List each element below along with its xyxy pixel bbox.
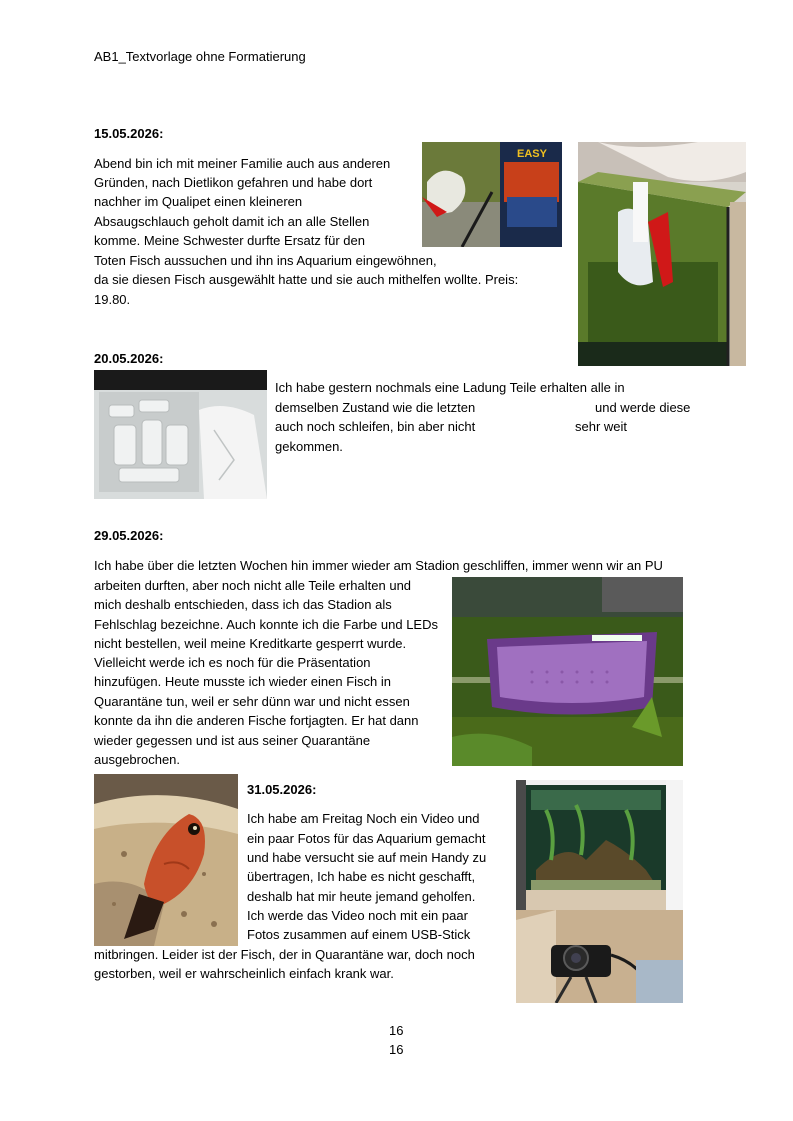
text-line: ausgebrochen. (94, 752, 181, 767)
text-line: komme. Meine Schwester durfte Ersatz für den (94, 233, 365, 248)
aquarium-supplies-photo (422, 142, 562, 247)
page-number: 16 (389, 1042, 404, 1057)
text-line: arbeiten durften, aber noch nicht alle Teile erhalten und (94, 578, 412, 593)
text-line: Abend bin ich mit meiner Familie auch aus anderen (94, 156, 391, 171)
text-line: Ich habe über die letzten Wochen hin immer wieder am Stadion geschliffen, immer wenn wir an PU (94, 558, 663, 573)
text-line: mich deshalb entschieden, dass ich das Stadion als (94, 597, 392, 612)
quarantine-basket-photo (452, 577, 683, 766)
text-line: nicht bestellen, weil meine Kreditkarte gesperrt wurde. (94, 636, 407, 651)
document-header: AB1_Textvorlage ohne Formatierung (94, 49, 306, 64)
text-line: Vielleicht werde ich es noch für die Präsentation (94, 655, 371, 670)
text-line: hinzufügen. Heute musste ich wieder einen Fisch in (94, 674, 391, 689)
text-line: nachher im Qualipet einen kleineren (94, 194, 303, 209)
text-line: gestorben, weil er wahrscheinlich einfach krank war. (94, 966, 394, 981)
entry-date: 29.05.2026: (94, 528, 164, 543)
text-line: gekommen. (275, 439, 343, 454)
text-line: Ich werde das Video noch mit ein paar (247, 908, 468, 923)
text-line: und werde diese (595, 400, 691, 415)
text-line: Absaugschlauch geholt damit ich an alle Stellen (94, 214, 370, 229)
text-line: auch noch schleifen, bin aber nicht (275, 419, 476, 434)
text-line: konnte da ihn die anderen Fische fortjagten. Er hat dann (94, 713, 419, 728)
text-line: mitbringen. Leider ist der Fisch, der in Quarantäne war, doch noch (94, 947, 475, 962)
text-line: Quarantäne tun, weil er sehr dünn war und nicht essen (94, 694, 410, 709)
aquarium-camera-photo (516, 780, 683, 1003)
text-line: Ich habe am Freitag Noch ein Video und (247, 811, 480, 826)
text-line: deshalb hat mir heute jemand geholfen. (247, 889, 476, 904)
page-number: 16 (389, 1023, 404, 1038)
text-line: ein paar Fotos für das Aquarium gemacht (247, 831, 486, 846)
fish-photo (94, 774, 238, 946)
text-line: da sie diesen Fisch ausgewählt hatte und sie auch mithelfen wollte. Preis: (94, 272, 519, 287)
text-line: übertragen, Ich habe es nicht geschafft, (247, 869, 476, 884)
entry-date: 15.05.2026: (94, 126, 164, 141)
white-parts-photo (94, 370, 267, 499)
text-line: Gründen, nach Dietlikon gefahren und habe dort (94, 175, 373, 190)
text-line: Fotos zusammen auf einem USB-Stick (247, 927, 471, 942)
text-line: und habe versucht sie auf mein Handy zu (247, 850, 487, 865)
aquarium-tank-photo (578, 142, 746, 366)
text-line: Fehlschlag bezeichne. Auch konnte ich die Farbe und LEDs (94, 617, 438, 632)
text-line: Ich habe gestern nochmals eine Ladung Teile erhalten alle in (275, 380, 625, 395)
text-line: wieder gegessen und ist aus seiner Quarantäne (94, 733, 371, 748)
text-line: sehr weit (575, 419, 628, 434)
text-line: Toten Fisch aussuchen und ihn ins Aquarium eingewöhnen, (94, 253, 437, 268)
entry-date: 31.05.2026: (247, 782, 317, 797)
text-line: demselben Zustand wie die letzten (275, 400, 476, 415)
text-line: 19.80. (94, 292, 131, 307)
product-label: EASY (517, 148, 547, 160)
entry-date: 20.05.2026: (94, 351, 164, 366)
